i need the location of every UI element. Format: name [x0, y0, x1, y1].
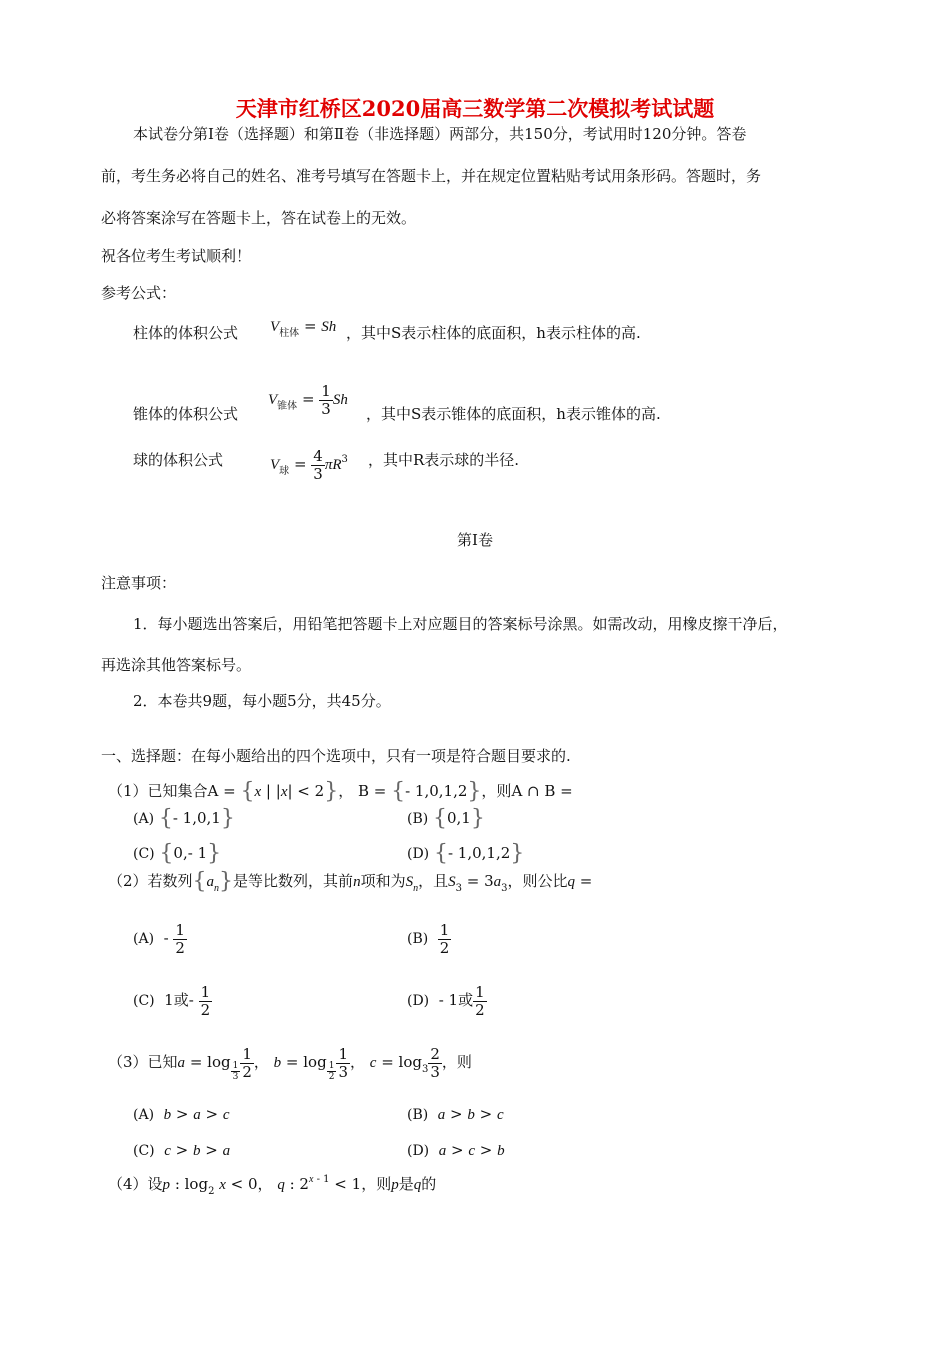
q1-option-c[interactable]: (C) {0,- 1}: [133, 841, 222, 866]
q2-option-a[interactable]: (A) - $\frac{1}{2}$: [133, 920, 185, 957]
section1-heading: 一、选择题：在每小题给出的四个选项中，只有一项是符合题目要求的.: [101, 747, 571, 765]
page-title: 天津市红桥区2020届高三数学第二次模拟考试试题: [235, 96, 715, 121]
q3-option-c[interactable]: (C) c > b > a: [133, 1141, 231, 1159]
q1-option-b[interactable]: (B) {0,1}: [407, 806, 485, 831]
q3-stem: （3）已知a = log $\frac{1}{3}$ $\frac{1}{2}$ ， b = log $\frac{1}{2}$ $\frac{1}{3}$ ， $c = \log_3$ $\frac{2}{3}$ ，则: [108, 1044, 472, 1082]
q2-stem: （2）若数列$\{a_n\}$是等比数列，其前n项和为$S_n$，且$S_3 = 3a_3$，则公比q =: [108, 869, 593, 894]
prism-formula-label: 柱体的体积公式: [133, 324, 239, 342]
prism-formula-desc: ，其中S表示柱体的底面积，h表示柱体的高.: [346, 324, 641, 342]
sphere-formula-label: 球的体积公式: [133, 451, 224, 469]
note-1a: 1．每小题选出答案后，用铅笔把答题卡上对应题目的答案标号涂黑。如需改动，用橡皮擦干净后，: [133, 615, 788, 633]
intro-line-3: 必将答案涂写在答题卡上，答在试卷上的无效。: [101, 209, 417, 227]
note-2: 2．本卷共9题，每小题5分，共45分。: [133, 692, 391, 710]
intro-line-1: 本试卷分第Ⅰ卷（选择题）和第Ⅱ卷（非选择题）两部分，共150分，考试用时120分钟。答卷: [133, 125, 747, 143]
note-1b: 再选涂其他答案标号。: [101, 656, 252, 674]
q2-option-c[interactable]: (C) 1或- $\frac{1}{2}$: [133, 982, 211, 1019]
q4-stem: （4）设p : $\log_2 x < 0$， q : $2^{x - 1} < 1$，则p是q的: [108, 1174, 437, 1197]
prism-formula: $V_{柱体} = Sh$: [270, 317, 337, 339]
q1-option-d[interactable]: (D) {- 1,0,1,2}: [407, 841, 525, 866]
q3-option-d[interactable]: (D) a > c > b: [407, 1141, 505, 1159]
cone-formula-label: 锥体的体积公式: [133, 405, 239, 423]
notes-heading: 注意事项：: [101, 574, 177, 592]
q2-option-d[interactable]: (D) - 1或 $\frac{1}{2}$: [407, 982, 485, 1019]
formulas-heading: 参考公式：: [101, 284, 177, 302]
sphere-formula: $V_球$ = $\frac{4}{3}$ $\pi R^3$: [270, 446, 348, 483]
cone-formula: $V_{锥体}$ = $\frac{1}{3}$ Sh: [268, 381, 348, 418]
intro-line-2: 前，考生务必将自己的姓名、准考号填写在答题卡上，并在规定位置粘贴考试用条形码。答题时，务: [101, 167, 762, 185]
q3-option-b[interactable]: (B) a > b > c: [407, 1105, 504, 1123]
q1-option-a[interactable]: (A) {- 1,0,1}: [133, 806, 235, 831]
cone-formula-desc: ，其中S表示锥体的底面积，h表示锥体的高.: [366, 405, 661, 423]
q3-option-a[interactable]: (A) b > a > c: [133, 1105, 230, 1123]
part1-heading: 第Ⅰ卷: [457, 531, 493, 549]
q1-stem: （1）已知集合A = {x | |x| < 2}， B = {- 1,0,1,2}，则A ∩ B =: [108, 779, 573, 804]
wish-text: 祝各位考生考试顺利！: [101, 247, 252, 265]
q2-option-b[interactable]: (B) $\frac{1}{2}$: [407, 920, 450, 957]
sphere-formula-desc: ，其中R表示球的半径.: [368, 451, 520, 469]
